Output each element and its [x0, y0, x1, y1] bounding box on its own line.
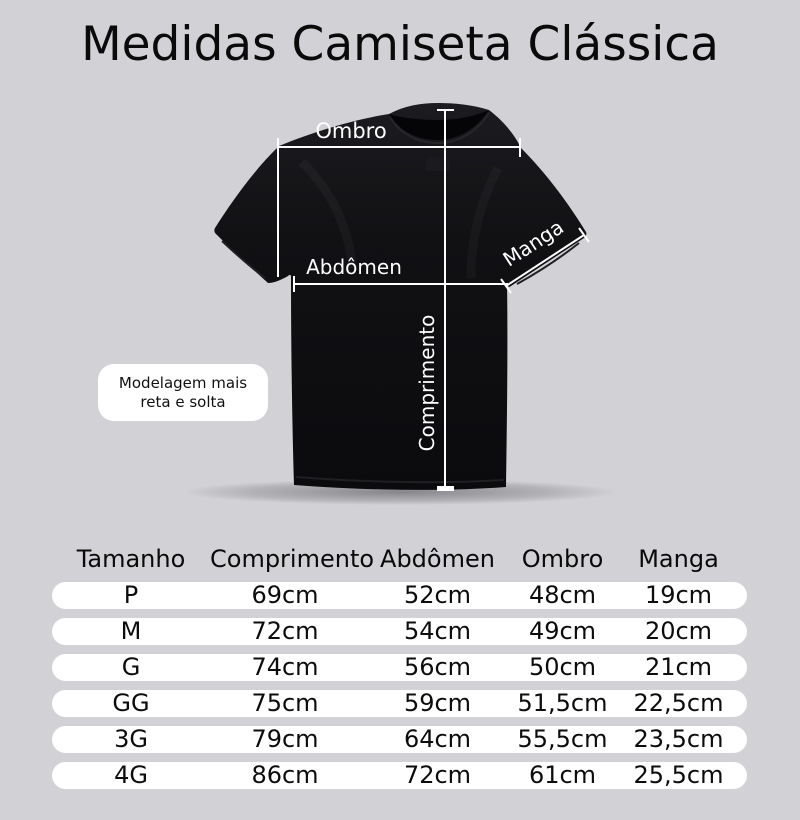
- cell-ombro: 61cm: [528, 761, 597, 789]
- cell-size: G: [121, 653, 141, 681]
- cell-comprimento: 86cm: [251, 761, 319, 789]
- cell-size: GG: [112, 689, 150, 717]
- tshirt-diagram: [150, 90, 650, 510]
- cell-comprimento: 79cm: [251, 725, 319, 753]
- cell-comprimento: 72cm: [251, 617, 319, 645]
- page-title: Medidas Camiseta Clássica: [81, 17, 719, 72]
- table-row: [52, 762, 747, 789]
- cell-abdomen: 56cm: [403, 653, 472, 681]
- table-row: [52, 690, 747, 717]
- cell-abdomen: 59cm: [403, 689, 472, 717]
- cell-abdomen: 54cm: [403, 617, 472, 645]
- length-label: Comprimento: [415, 314, 439, 452]
- cell-abdomen: 72cm: [403, 761, 472, 789]
- shoulder-label: Ombro: [315, 119, 387, 143]
- sleeve-label: Manga: [498, 214, 568, 272]
- cell-size: M: [120, 617, 142, 645]
- header-cell-abdomen: Abdômen: [380, 545, 495, 573]
- size-table-header: [52, 545, 747, 573]
- cell-comprimento: 69cm: [251, 581, 319, 609]
- header-cell-ombro: Ombro: [521, 545, 604, 573]
- cell-ombro: 48cm: [528, 581, 597, 609]
- cell-size: 3G: [114, 725, 148, 753]
- cell-comprimento: 75cm: [251, 689, 319, 717]
- cell-abdomen: 52cm: [403, 581, 472, 609]
- header-cell-comprimento: Comprimento: [210, 545, 375, 573]
- length-tick-bottom: [437, 486, 454, 491]
- tshirt-silhouette: [214, 103, 586, 490]
- cell-size: 4G: [114, 761, 148, 789]
- cell-manga: 25,5cm: [633, 761, 724, 789]
- note-line-1: Modelagem mais: [118, 373, 248, 392]
- cell-manga: 21cm: [644, 653, 713, 681]
- header-cell-tamanho: Tamanho: [76, 545, 186, 573]
- table-row: [52, 618, 747, 645]
- neck-tag: [426, 158, 450, 171]
- cell-manga: 22,5cm: [633, 689, 724, 717]
- cell-ombro: 50cm: [528, 653, 597, 681]
- cell-size: P: [123, 581, 139, 609]
- cell-ombro: 49cm: [528, 617, 597, 645]
- note-line-2: reta e solta: [140, 392, 226, 411]
- cell-manga: 20cm: [644, 617, 713, 645]
- cell-ombro: 51,5cm: [517, 689, 608, 717]
- cell-abdomen: 64cm: [403, 725, 472, 753]
- cell-comprimento: 74cm: [251, 653, 319, 681]
- table-row: [52, 726, 747, 753]
- abdomen-label: Abdômen: [306, 255, 402, 279]
- cell-manga: 19cm: [644, 581, 713, 609]
- table-row: [52, 654, 747, 681]
- header-cell-manga: Manga: [638, 545, 719, 573]
- table-row: [52, 582, 747, 609]
- note-box: [98, 364, 268, 421]
- cell-ombro: 55,5cm: [517, 725, 608, 753]
- cell-manga: 23,5cm: [633, 725, 724, 753]
